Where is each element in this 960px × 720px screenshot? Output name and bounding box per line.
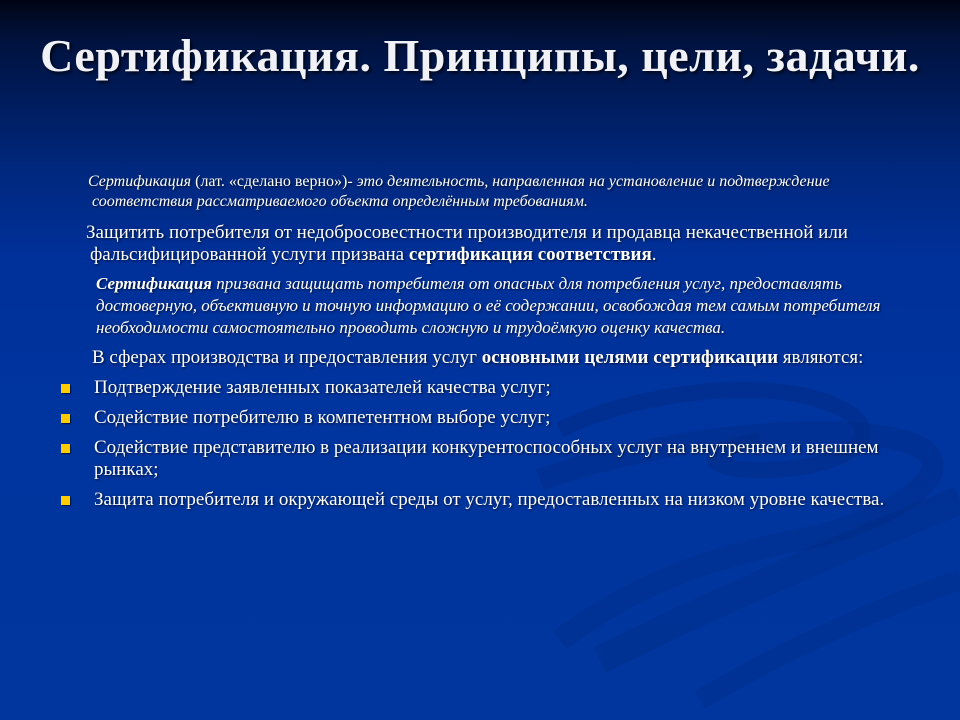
slide-body <box>54 172 914 511</box>
goal-item <box>54 437 914 481</box>
definition-paragraph <box>54 172 914 212</box>
goal-text: Подтверждение заявленных показателей качества услуг; <box>94 377 551 398</box>
protection-text: Защитить потребителя от недобросовестности производителя и продавца некачественной или фальсифицированной услуги призвана <box>86 222 848 265</box>
square-bullet-icon <box>61 414 70 423</box>
definition-text: это деятельность, направленная на установление и подтверждение соответствия рассматриваемого объекта определённым требованиям. <box>92 173 830 210</box>
definition-etymology: (лат. «сделано верно»)- <box>195 173 353 190</box>
goals-intro-text: В сферах производства и предоставления услуг <box>92 347 477 368</box>
square-bullet-icon <box>61 444 70 453</box>
slide-title: Сертификация. Принципы, цели, задачи. <box>40 30 920 81</box>
goal-item <box>54 489 914 511</box>
goals-intro-end: являются: <box>782 347 864 368</box>
goals-list <box>54 377 914 511</box>
square-bullet-icon <box>61 496 70 505</box>
goals-intro-paragraph <box>54 347 914 369</box>
purpose-bold: Сертификация <box>96 274 212 293</box>
goal-text: Содействие представителю в реализации конкурентоспособных услуг на внутреннем и внешнем рынках; <box>94 437 879 480</box>
goal-item <box>54 377 914 399</box>
square-bullet-icon <box>61 384 70 393</box>
goal-item <box>54 407 914 429</box>
purpose-text: призвана защищать потребителя от опасных для потребления услуг, предоставлять достоверную, объективную и точную информацию о её содержании, освобождая тем самым потребителя необходимости самостоятельно проводить сложную и трудоёмкую оценку качества. <box>96 274 881 337</box>
purpose-paragraph <box>54 273 914 339</box>
goals-intro-bold: основными целями сертификации <box>481 347 779 368</box>
protection-end: . <box>651 244 657 265</box>
protection-paragraph <box>54 222 914 266</box>
definition-term: Сертификация <box>88 173 192 190</box>
goal-text: Содействие потребителю в компетентном выборе услуг; <box>94 407 551 428</box>
protection-bold: сертификация соответствия <box>408 244 652 265</box>
goal-text: Защита потребителя и окружающей среды от услуг, предоставленных на низком уровне качества. <box>94 489 885 510</box>
